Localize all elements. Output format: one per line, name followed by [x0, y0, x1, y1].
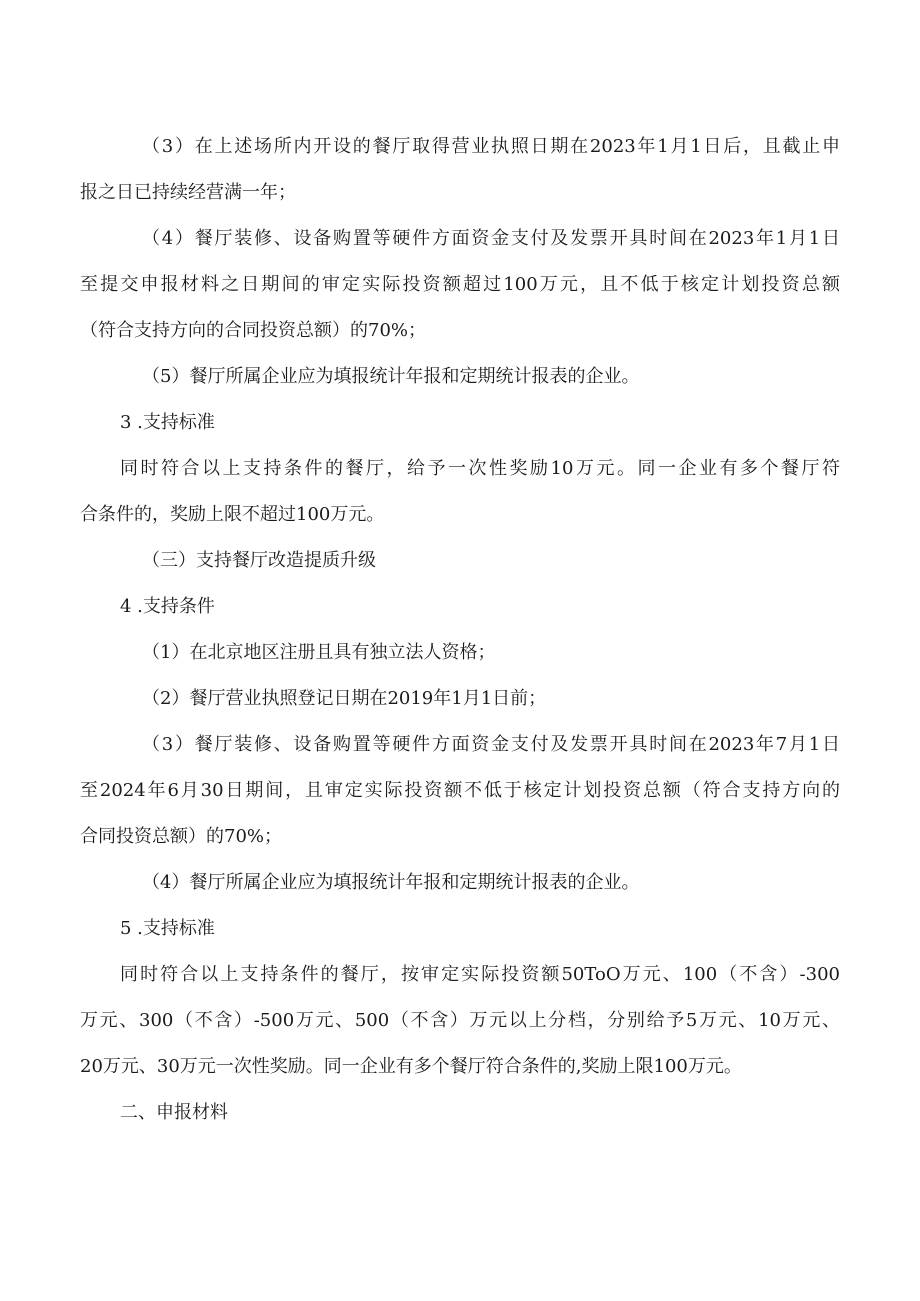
paragraph-3a-line-1: （3）在上述场所内开设的餐厅取得营业执照日期在2023年1月1日后，且截止申 [142, 136, 840, 157]
paragraph-3b-line-1: （3）餐厅装修、设备购置等硬件方面资金支付及发票开具时间在2023年7月1日 [142, 734, 840, 755]
paragraph-4a-line-3: （符合支持方向的合同投资总额）的70%； [80, 320, 427, 341]
paragraph-3a-line-2: 报之日已持续经营满一年； [80, 182, 296, 203]
paragraph-5a-line-1: （5）餐厅所属企业应为填报统计年报和定期统计报表的企业。 [142, 366, 640, 387]
paragraph-3b-line-2: 至2024年6月30日期间，且审定实际投资额不低于核定计划投资总额（符合支持方向的 [80, 780, 840, 801]
paragraph-1b-line-1: （1）在北京地区注册且具有独立法人资格； [142, 642, 496, 663]
paragraph-standard-1-line-2: 合条件的，奖励上限不超过100万元。 [80, 504, 385, 525]
paragraph-2b-line-1: （2）餐厅营业执照登记日期在2019年1月1日前； [142, 688, 547, 709]
paragraph-standard-1-line-1: 同时符合以上支持条件的餐厅，给予一次性奖励10万元。同一企业有多个餐厅符 [120, 458, 840, 479]
heading-support-standard-5: 5 .支持标准 [120, 918, 215, 939]
paragraph-3b-line-3: 合同投资总额）的70%； [80, 826, 283, 847]
heading-support-conditions-4: 4 .支持条件 [120, 596, 215, 617]
paragraph-standard-2-line-1: 同时符合以上支持条件的餐厅，按审定实际投资额50ToO万元、100（不含）-300 [120, 964, 840, 985]
paragraph-standard-2-line-2: 万元、300（不含）-500万元、500（不含）万元以上分档，分别给予5万元、10万元、 [80, 1010, 840, 1031]
paragraph-4b-line-1: （4）餐厅所属企业应为填报统计年报和定期统计报表的企业。 [142, 872, 640, 893]
heading-part-2: 二、申报材料 [120, 1102, 228, 1123]
paragraph-standard-2-line-3: 20万元、30万元一次性奖励。同一企业有多个餐厅符合条件的,奖励上限100万元。 [80, 1056, 742, 1077]
heading-section-3: （三）支持餐厅改造提质升级 [142, 550, 376, 571]
paragraph-4a-line-2: 至提交申报材料之日期间的审定实际投资额超过100万元，且不低于核定计划投资总额 [80, 274, 840, 295]
paragraph-4a-line-1: （4）餐厅装修、设备购置等硬件方面资金支付及发票开具时间在2023年1月1日 [142, 228, 840, 249]
heading-support-standard-3: 3 .支持标准 [120, 412, 215, 433]
